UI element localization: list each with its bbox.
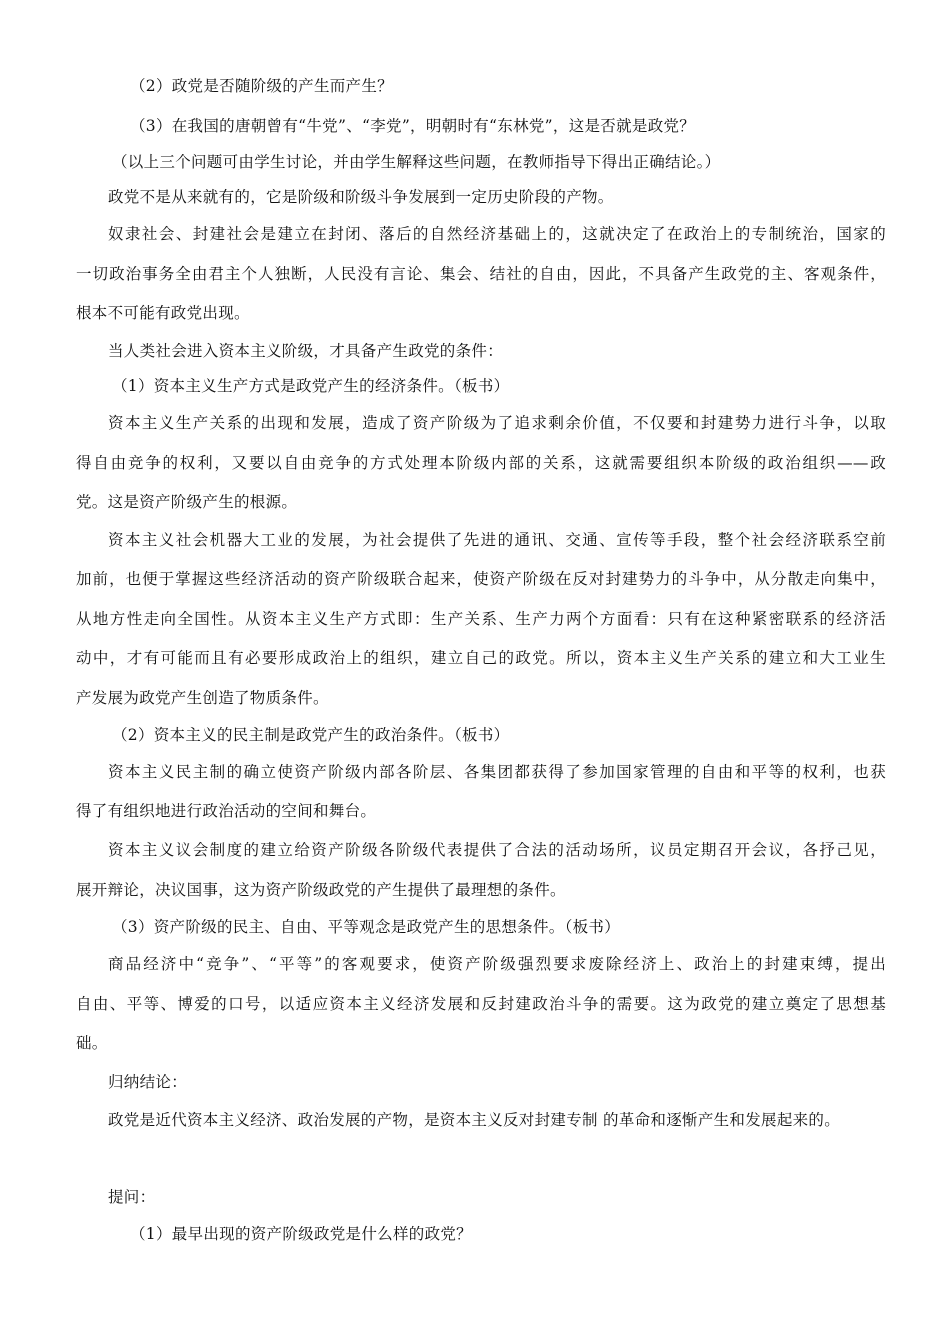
- paragraph-line: 得了有组织地进行政治活动的空间和舞台。: [76, 802, 377, 820]
- paragraph-line: 资本主义议会制度的建立给资产阶级各阶级代表提供了合法的活动场所，议员定期召开会议，各抒己见，: [108, 841, 886, 859]
- question-1: （1）最早出现的资产阶级政党是什么样的政党？: [130, 1225, 472, 1243]
- section-heading-1: （1）资本主义生产方式是政党产生的经济条件。（板书）: [112, 377, 510, 395]
- conclusion-text: 政党是近代资本主义经济、政治发展的产物，是资本主义反对封建专制 的革命和逐惭产生和发展起来的。: [108, 1111, 841, 1129]
- question-3: （3）在我国的唐朝曾有“牛党”、“李党”，明朝时有“东林党”，这是否就是政党？: [130, 117, 696, 135]
- paragraph-line: 资本主义民主制的确立使资产阶级内部各阶层、各集团都获得了参加国家管理的自由和平等的权利，也获: [108, 763, 886, 781]
- paragraph-line: 得自由竞争的权利，又要以自由竞争的方式处理本阶级内部的关系，这就需要组织本阶级的政治组织——政: [76, 454, 886, 472]
- paragraph-line: 从地方性走向全国性。从资本主义生产方式即：生产关系、生产力两个方面看：只有在这种紧密联系的经济活: [76, 610, 886, 628]
- conclusion-heading: 归纳结论：: [108, 1073, 188, 1091]
- paragraph-line: 商品经济中“竞争”、“平等”的客观要求，使资产阶级强烈要求废除经济上、政治上的封建束缚，提出: [108, 955, 886, 973]
- paragraph-line: 党。这是资产阶级产生的根源。: [76, 493, 298, 511]
- paragraph-line: 产发展为政党产生创造了物质条件。: [76, 689, 329, 707]
- section-heading-3: （3）资产阶级的民主、自由、平等观念是政党产生的思想条件。（板书）: [112, 918, 621, 936]
- discussion-note: （以上三个问题可由学生讨论，并由学生解释这些问题，在教师指导下得出正确结论。）: [112, 153, 721, 171]
- paragraph-line: 一切政治事务全由君主个人独断，人民没有言论、集会、结社的自由，因此，不具备产生政党的主、客观条件，: [76, 265, 886, 283]
- question-heading: 提问：: [108, 1188, 156, 1206]
- question-2: （2）政党是否随阶级的产生而产生？: [130, 77, 393, 95]
- paragraph-line: 动中，才有可能而且有必要形成政治上的组织，建立自己的政党。所以，资本主义生产关系的建立和大工业生: [76, 649, 886, 667]
- section-heading-2: （2）资本主义的民主制是政党产生的政治条件。（板书）: [112, 726, 510, 744]
- paragraph-line: 展开辩论，决议国事，这为资产阶级政党的产生提供了最理想的条件。: [76, 881, 566, 899]
- paragraph-line: 根本不可能有政党出现。: [76, 304, 250, 322]
- paragraph-line: 自由、平等、博爱的口号，以适应资本主义经济发展和反封建政治斗争的需要。这为政党的建立奠定了思想基: [76, 995, 886, 1013]
- paragraph-line: 当人类社会进入资本主义阶级，才具备产生政党的条件：: [108, 342, 504, 360]
- paragraph-line: 资本主义社会机器大工业的发展，为社会提供了先进的通讯、交通、宣传等手段，整个社会经济联系空前: [108, 531, 886, 549]
- paragraph-line: 奴隶社会、封建社会是建立在封闭、落后的自然经济基础上的，这就决定了在政治上的专制统治，国家的: [108, 225, 886, 243]
- paragraph-line: 加前，也便于掌握这些经济活动的资产阶级联合起来，使资产阶级在反对封建势力的斗争中，从分散走向集中，: [76, 570, 886, 588]
- paragraph-line: 政党不是从来就有的，它是阶级和阶级斗争发展到一定历史阶段的产物。: [108, 188, 614, 206]
- paragraph-line: 资本主义生产关系的出现和发展，造成了资产阶级为了追求剩余价值，不仅要和封建势力进行斗争，以取: [108, 414, 886, 432]
- paragraph-line: 础。: [76, 1034, 108, 1052]
